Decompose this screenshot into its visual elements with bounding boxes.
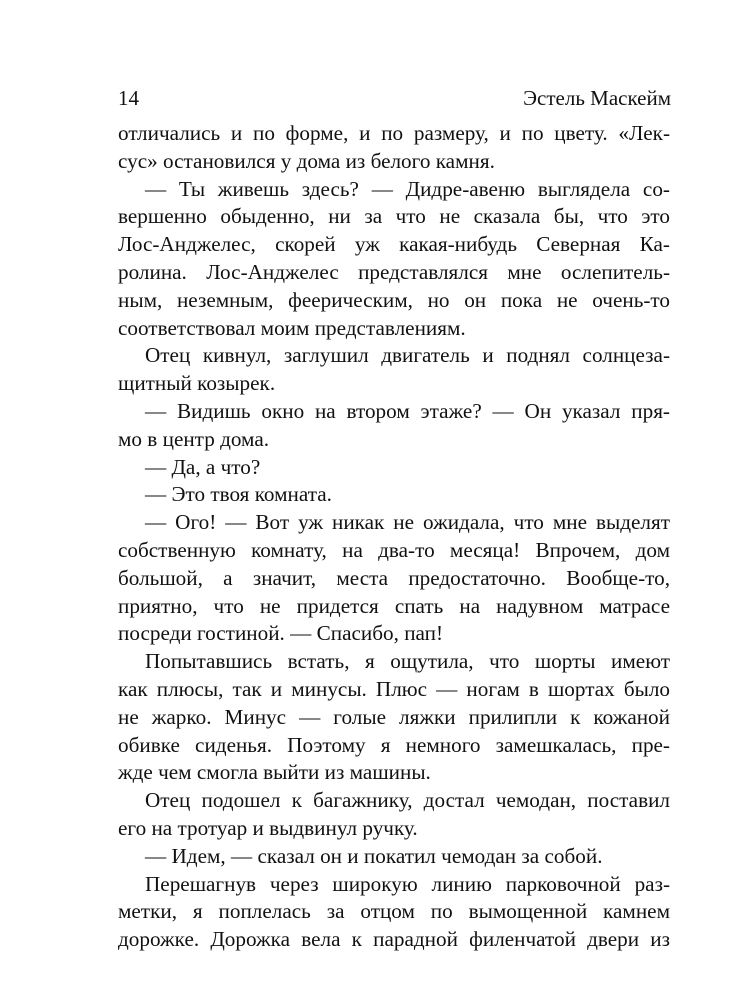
text-line: обивке сиденья. Поэтому я немного замешкалась, пре-	[118, 732, 670, 757]
text-line: ролина. Лос-Анджелес представлялся мне ослепитель-	[118, 259, 670, 284]
text-line: жде чем смогла выйти из машины.	[118, 760, 431, 785]
text-line: его на тротуар и выдвинул ручку.	[118, 815, 418, 840]
running-head-author: Эстель Маскейм	[523, 86, 671, 110]
text-line: метки, я поплелась за отцом по вымощенной камнем	[118, 899, 670, 924]
text-line: Перешагнув через широкую линию парковочной раз-	[145, 871, 670, 896]
text-line: — Ого! — Вот уж никак не ожидала, что мне выделят	[145, 510, 670, 535]
body-text	[118, 120, 670, 954]
text-line: — Видишь окно на втором этаже? — Он указал пря-	[145, 398, 670, 423]
running-head	[118, 86, 671, 116]
text-line: собственную комнату, на два-то месяца! Впрочем, дом	[118, 537, 670, 562]
text-line: дорожке. Дорожка вела к парадной филенчатой двери из	[118, 927, 670, 952]
text-line: щитный козырек.	[118, 371, 276, 396]
text-line: как плюсы, так и минусы. Плюс — ногам в шортах было	[118, 676, 670, 701]
text-line: Лос-Анджелес, скорей уж какая-нибудь Северная Ка-	[118, 232, 670, 257]
text-line: — Да, а что?	[145, 454, 261, 479]
text-line: Попытавшись встать, я ощутила, что шорты имеют	[145, 649, 670, 674]
text-line: вершенно обыденно, ни за что не сказала бы, что это	[118, 204, 670, 229]
text-line: — Это твоя комната.	[145, 482, 332, 507]
text-line: мо в центр дома.	[118, 426, 270, 451]
text-line: не жарко. Минус — голые ляжки прилипли к кожаной	[118, 704, 670, 729]
text-line: — Идем, — сказал он и покатил чемодан за собой.	[145, 843, 603, 868]
page-number: 14	[118, 86, 139, 110]
text-line: отличались и по форме, и по размеру, и по цвету. «Лек-	[118, 121, 670, 145]
text-line: соответствовал моим представлениям.	[118, 315, 466, 340]
text-line: приятно, что не придется спать на надувном матрасе	[118, 593, 670, 618]
text-line: сус» остановился у дома из белого камня.	[118, 148, 495, 173]
text-line: ным, неземным, феерическим, но он пока не очень-то	[118, 287, 670, 312]
text-line: — Ты живешь здесь? — Дидре-авеню выглядела со-	[145, 176, 670, 201]
text-line: Отец подошел к багажнику, достал чемодан, поставил	[145, 788, 670, 813]
text-line: большой, а значит, места предостаточно. Вообще-то,	[118, 565, 670, 590]
text-line: посреди гостиной. — Спасибо, пап!	[118, 621, 444, 646]
text-line: Отец кивнул, заглушил двигатель и поднял солнцеза-	[145, 343, 670, 368]
